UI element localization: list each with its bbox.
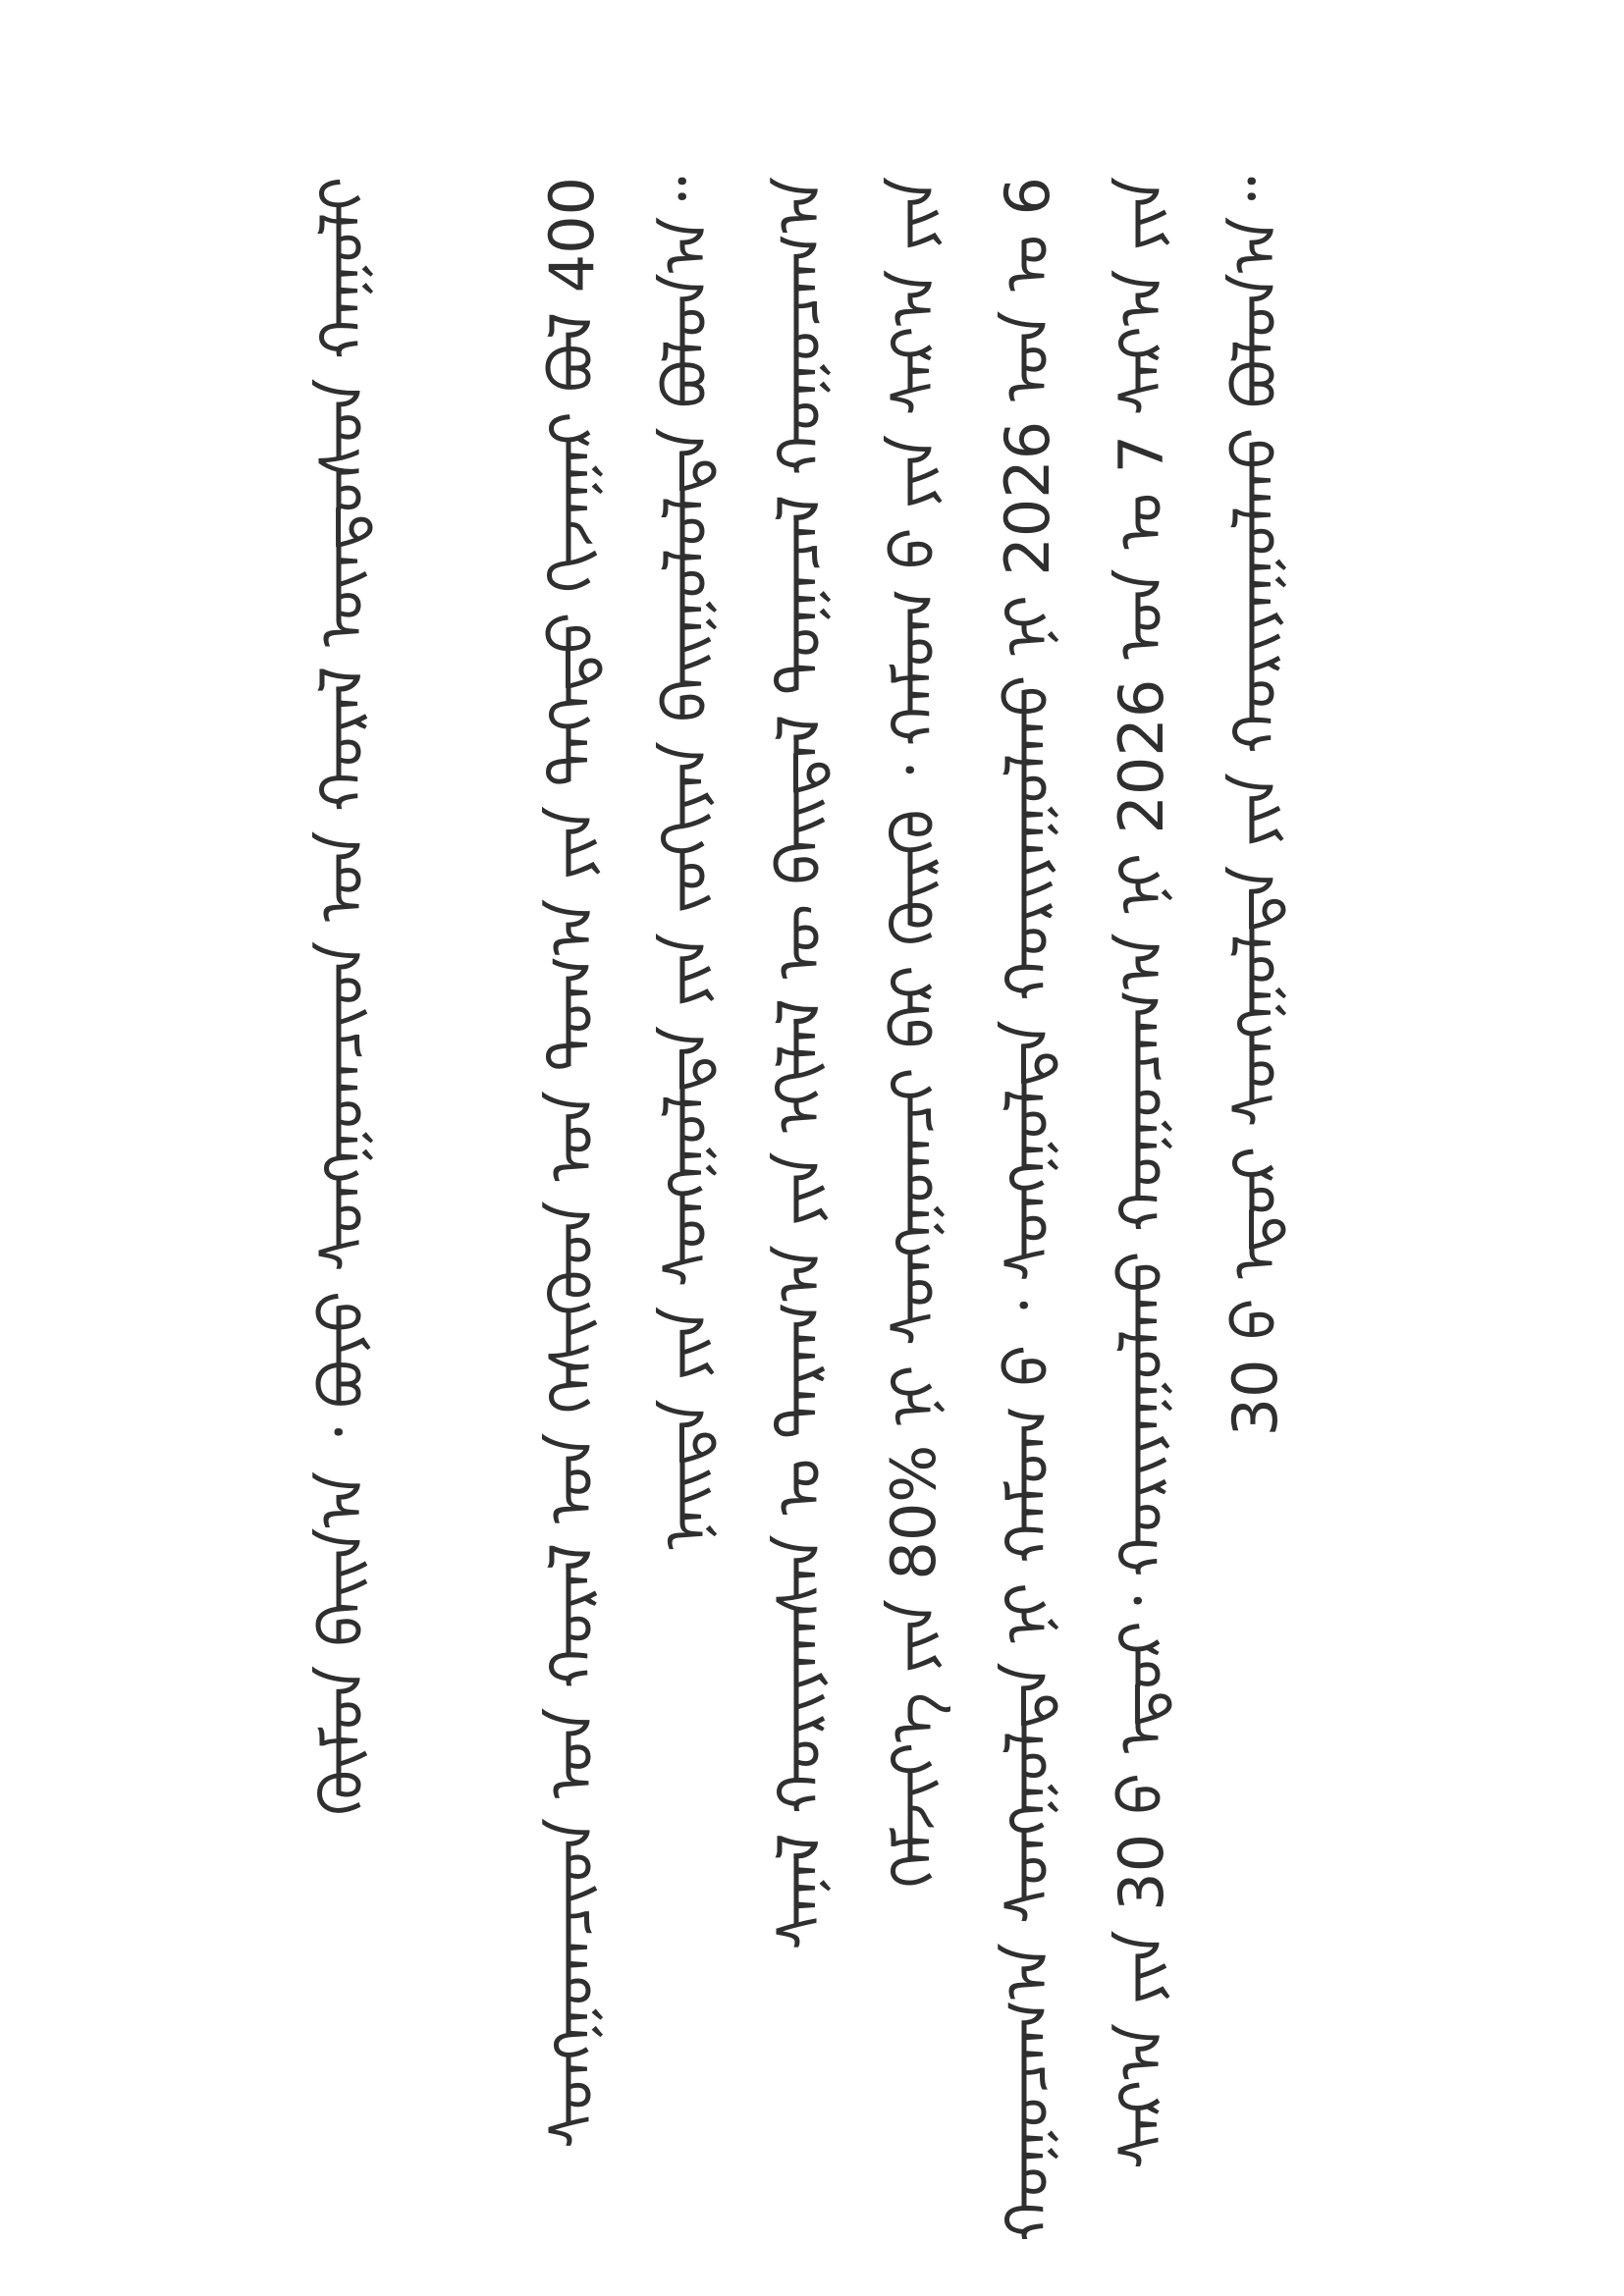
text-line-9: ᠬᠦᠮᠦᠨ ᠪᠠᠢᠨ᠎ᠠ ᠂ ᠪᠤᠶᠤ ᠰᠤᠩᠭᠤᠭᠴᠢᠳ ᠤᠨ ᠬᠤᠷᠠᠯ ᠦᠨᠳᠦᠰᠦᠨ ᠬᠠᠭᠤᠯᠢ bbox=[306, 177, 378, 1816]
text-line-4: ᠬᠡᠮᠵᠢᠶ᠎ᠡ ᠶᠢᠨ 80% ᠨᠢ ᠰᠤᠩᠭᠤᠭᠴᠢ ᠪᠡᠷ ᠬᠦᠷᠬᠦ ᠂ ᠬᠠᠮᠤᠭ ᠪ ᠶᠢᠨ ᠰᠠᠷ᠎ᠠ ᠶᠢᠨ bbox=[878, 177, 949, 1889]
text-line-6: ᠨᠡᠢᠲᠡ ᠶᠢᠨ ᠰᠤᠩᠭᠤᠯᠲᠠ ᠶᠢᠨ ᠵᠣᠬᠢᠶᠠᠨ ᠪᠠᠢᠭᠤᠯᠤᠯᠲᠠ ᠪᠣᠯᠤᠨ᠎ᠠ᠃ bbox=[650, 177, 722, 1550]
text-line-3: ᠬᠤᠭᠤᠴᠠᠭ᠎ᠠ ᠰᠤᠩᠭᠤᠯᠲᠠ ᠨᠢ ᠬᠠᠮᠤᠭ ᠪ ᠂ ᠰᠤᠩᠭᠤᠯᠲᠠ ᠬᠤᠷᠢᠶᠠᠭᠤᠯᠬᠤ ᠨᠢ 2026 ᠣᠨ ᠤ 6 bbox=[992, 177, 1063, 2242]
text-line-7: ᠰᠤᠩᠭᠤᠭᠴᠢᠳ ᠤᠨ ᠬᠤᠷᠠᠯ ᠤᠨ ᠭᠡᠰᠢᠭᠦᠳ ᠤᠨ ᠲᠣᠭ᠎ᠠ ᠶᠢᠨ ᠳᠡᠭᠡᠳᠦ ᠬᠢᠵᠠᠭᠠᠷ ᠪᠣᠯ 400 bbox=[536, 177, 608, 2149]
text-line-2: ᠰᠠᠷ᠎ᠠ ᠶᠢᠨ 30 ᠪ ᠡᠳᠦᠷ᠂ ᠬᠤᠷᠢᠶᠠᠭᠤᠯᠬᠤ ᠬᠤᠭᠤᠴᠠᠭ᠎ᠠ ᠨᠢ 2026 ᠣᠨ ᠤ 7 ᠰᠠᠷ᠎ᠠ ᠶᠢᠨ bbox=[1106, 177, 1177, 2169]
text-line-5: ᠰᠠᠨᠠᠯ ᠬᠤᠷᠢᠶᠠᠭᠰᠠᠨ ᠤ ᠳᠠᠷᠠᠭ᠎ᠠ ᠶᠢᠨ ᠡᠬᠢᠯᠡᠯ ᠦ ᠪᠠᠢᠳᠠᠯ ᠲᠣᠭᠠᠴᠠᠯ ᠬᠤᠭᠤᠴᠠᠭ᠎ᠠ bbox=[764, 177, 836, 1950]
text-line-1: 30 ᠪ ᠡᠳᠦᠷ ᠰᠤᠩᠭᠤᠯᠲᠠ ᠶᠢᠨ ᠬᠣᠷᠢᠶᠠᠭᠤᠯᠬᠤ ᠪᠣᠯᠤᠨ᠎ᠠ᠃ bbox=[1219, 177, 1291, 1437]
